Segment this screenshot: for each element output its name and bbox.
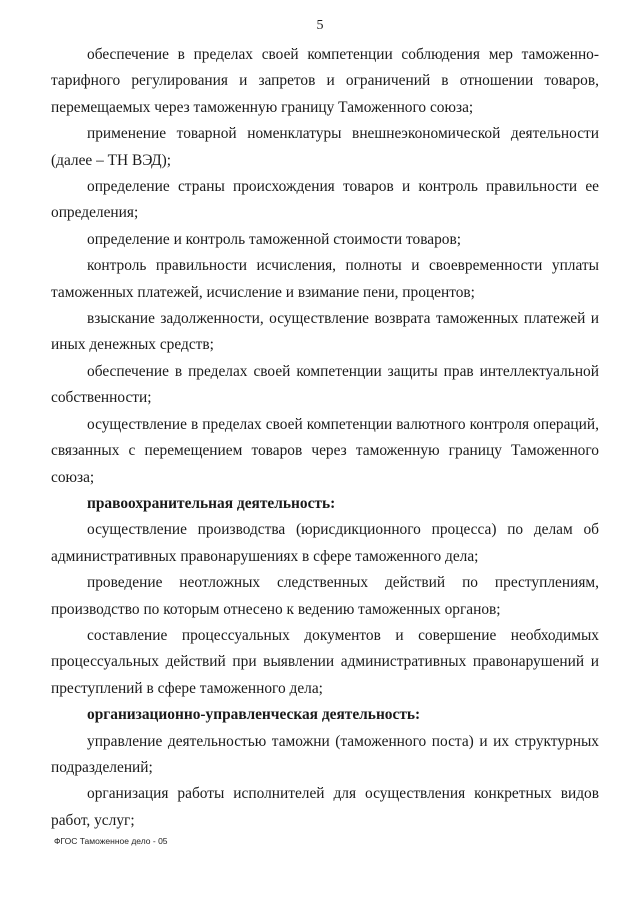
paragraph: организация работы исполнителей для осуществления конкретных видов работ, услуг; bbox=[51, 785, 599, 829]
paragraph: взыскание задолженности, осуществление возврата таможенных платежей и иных денежных средств; bbox=[51, 310, 599, 354]
paragraph: обеспечение в пределах своей компетенции защиты прав интеллектуальной собственности; bbox=[51, 362, 599, 407]
document-body bbox=[51, 42, 599, 834]
paragraph: обеспечение в пределах своей компетенции соблюдения мер таможенно-тарифного регулирования и запретов и ограничений в отношении товаров, перемещаемых через таможенную границу Таможенного союза; bbox=[51, 46, 599, 116]
paragraph: проведение неотложных следственных действий по преступлениям, производство по которым отнесено к ведению таможенных органов; bbox=[51, 574, 599, 618]
page-footer: ФГОС Таможенное дело - 05 bbox=[54, 836, 168, 846]
paragraph: контроль правильности исчисления, полноты и своевременности уплаты таможенных платежей, исчисление и взимание пени, процентов; bbox=[51, 257, 599, 301]
paragraph: определение и контроль таможенной стоимости товаров; bbox=[87, 230, 462, 248]
paragraph: управление деятельностью таможни (таможенного поста) и их структурных подразделений; bbox=[51, 732, 599, 776]
paragraph: осуществление в пределах своей компетенции валютного контроля операций, связанных с перемещением товаров через таможенную границу Таможенного союза; bbox=[51, 415, 599, 486]
section-heading: организационно-управленческая деятельность: bbox=[87, 706, 421, 724]
paragraph: определение страны происхождения товаров и контроль правильности ее определения; bbox=[51, 178, 599, 222]
paragraph: составление процессуальных документов и совершение необходимых процессуальных действий при выявлении административных правонарушений и преступлений в сфере таможенного дела; bbox=[51, 626, 599, 697]
section-heading: правоохранительная деятельность: bbox=[87, 494, 336, 512]
paragraph: осуществление производства (юрисдикционного процесса) по делам об административных правонарушениях в сфере таможенного дела; bbox=[51, 521, 599, 565]
paragraph: применение товарной номенклатуры внешнеэкономической деятельности (далее – ТН ВЭД); bbox=[51, 125, 599, 169]
page-number: 5 bbox=[316, 18, 324, 33]
